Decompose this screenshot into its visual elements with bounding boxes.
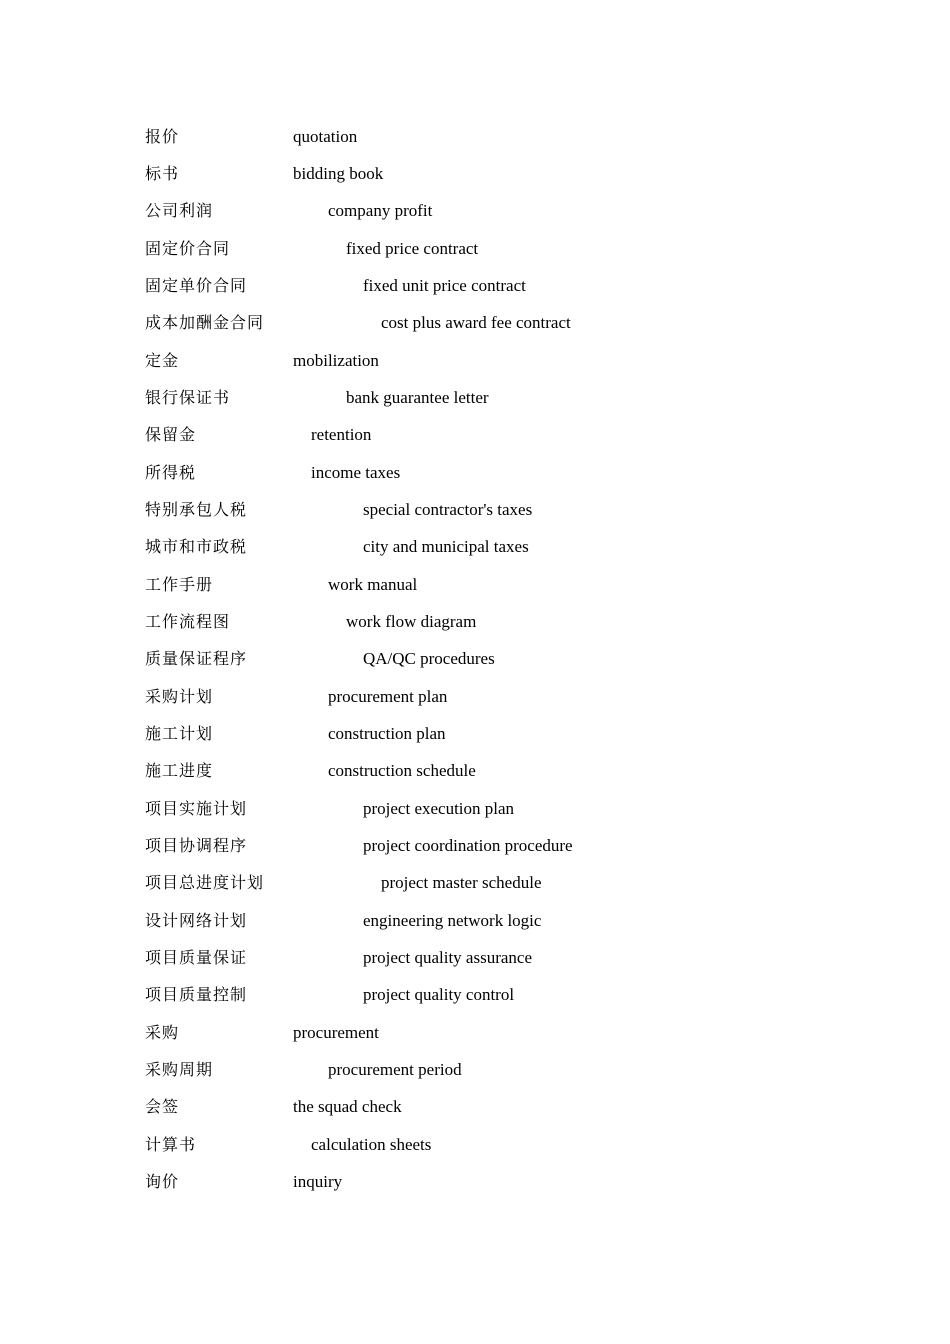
english-term: mobilization <box>293 351 379 370</box>
english-term: bank guarantee letter <box>346 388 489 407</box>
chinese-term: 采购周期 <box>145 1060 214 1079</box>
glossary-entry <box>0 274 950 298</box>
chinese-term: 采购计划 <box>145 687 214 706</box>
english-term: construction plan <box>328 724 446 743</box>
chinese-term: 会签 <box>145 1097 180 1116</box>
chinese-term: 质量保证程序 <box>145 649 248 668</box>
chinese-term: 固定价合同 <box>145 239 231 258</box>
english-term: income taxes <box>311 463 401 482</box>
chinese-term: 特别承包人税 <box>145 500 248 519</box>
chinese-term: 计算书 <box>145 1135 197 1154</box>
glossary-entry <box>0 1170 950 1194</box>
chinese-term: 询价 <box>145 1172 180 1191</box>
english-term: procurement plan <box>328 687 448 706</box>
english-term: procurement <box>293 1023 379 1042</box>
glossary-entry <box>0 871 950 895</box>
chinese-term: 成本加酬金合同 <box>145 313 265 332</box>
chinese-term: 项目协调程序 <box>145 836 248 855</box>
glossary-entry <box>0 1058 950 1082</box>
english-term: procurement period <box>328 1060 462 1079</box>
glossary-entry <box>0 237 950 261</box>
chinese-term: 施工计划 <box>145 724 214 743</box>
english-term: calculation sheets <box>311 1135 432 1154</box>
glossary-entry <box>0 498 950 522</box>
glossary-entry <box>0 1133 950 1157</box>
english-term: project execution plan <box>363 799 515 818</box>
english-term: the squad check <box>293 1097 402 1116</box>
english-term: cost plus award fee contract <box>381 313 571 332</box>
english-term: retention <box>311 425 372 444</box>
chinese-term: 项目实施计划 <box>145 799 248 818</box>
chinese-term: 施工进度 <box>145 761 214 780</box>
glossary-entry <box>0 162 950 186</box>
glossary-entry <box>0 125 950 149</box>
english-term: special contractor's taxes <box>363 500 533 519</box>
glossary-entry <box>0 834 950 858</box>
english-term: fixed price contract <box>346 239 479 258</box>
english-term: fixed unit price contract <box>363 276 526 295</box>
glossary-entry <box>0 199 950 223</box>
glossary-entry <box>0 535 950 559</box>
english-term: project quality control <box>363 985 515 1004</box>
glossary-entry <box>0 647 950 671</box>
chinese-term: 标书 <box>145 164 180 183</box>
glossary-entry <box>0 685 950 709</box>
glossary-entry <box>0 610 950 634</box>
chinese-term: 固定单价合同 <box>145 276 248 295</box>
glossary-entry <box>0 349 950 373</box>
chinese-term: 报价 <box>145 127 180 146</box>
english-term: city and municipal taxes <box>363 537 529 556</box>
english-term: project quality assurance <box>363 948 532 967</box>
english-term: QA/QC procedures <box>363 649 495 668</box>
glossary-entry <box>0 1095 950 1119</box>
english-term: work manual <box>328 575 418 594</box>
english-term: company profit <box>328 201 433 220</box>
english-term: inquiry <box>293 1172 343 1191</box>
glossary-entry <box>0 909 950 933</box>
chinese-term: 城市和市政税 <box>145 537 248 556</box>
chinese-term: 工作手册 <box>145 575 214 594</box>
glossary-entry <box>0 423 950 447</box>
chinese-term: 工作流程图 <box>145 612 231 631</box>
english-term: quotation <box>293 127 358 146</box>
english-term: construction schedule <box>328 761 476 780</box>
chinese-term: 公司利润 <box>145 201 214 220</box>
glossary-entry <box>0 386 950 410</box>
english-term: project coordination procedure <box>363 836 573 855</box>
english-term: engineering network logic <box>363 911 542 930</box>
glossary-entry <box>0 983 950 1007</box>
chinese-term: 项目总进度计划 <box>145 873 265 892</box>
english-term: bidding book <box>293 164 384 183</box>
glossary-entry <box>0 573 950 597</box>
chinese-term: 所得税 <box>145 463 197 482</box>
glossary-entry <box>0 722 950 746</box>
glossary-entry <box>0 461 950 485</box>
glossary-entry <box>0 759 950 783</box>
chinese-term: 定金 <box>145 351 180 370</box>
english-term: work flow diagram <box>346 612 477 631</box>
chinese-term: 采购 <box>145 1023 180 1042</box>
glossary-entry <box>0 946 950 970</box>
chinese-term: 保留金 <box>145 425 197 444</box>
glossary-entry <box>0 1021 950 1045</box>
english-term: project master schedule <box>381 873 542 892</box>
chinese-term: 项目质量控制 <box>145 985 248 1004</box>
chinese-term: 项目质量保证 <box>145 948 248 967</box>
chinese-term: 设计网络计划 <box>145 911 248 930</box>
glossary-entry <box>0 797 950 821</box>
chinese-term: 银行保证书 <box>145 388 231 407</box>
glossary-entry <box>0 311 950 335</box>
